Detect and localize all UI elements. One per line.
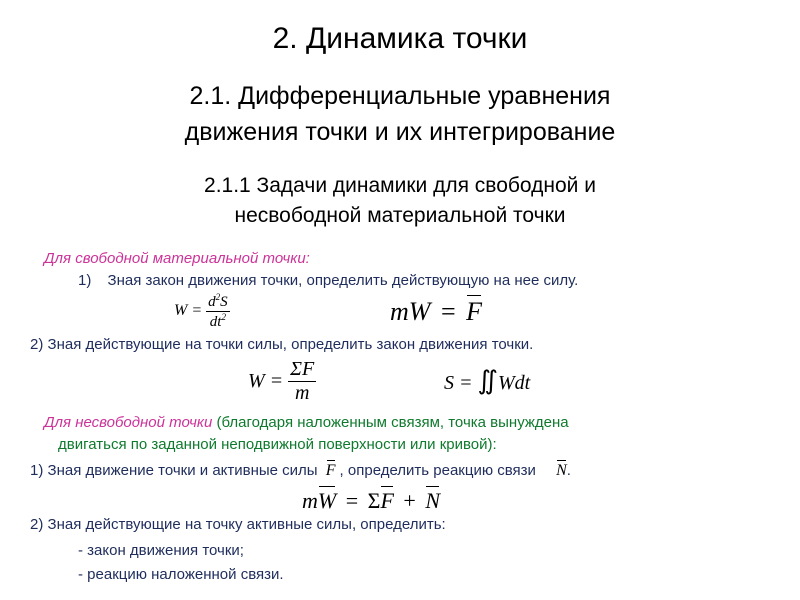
formula-newton-f: F xyxy=(466,297,482,326)
formula-acceleration: W = $\frac{d^2S}{dt^2}$ xyxy=(174,292,228,330)
free-point-heading: Для свободной материальной точки: xyxy=(44,250,310,267)
free-task1-number: 1) xyxy=(78,272,92,289)
free-task1-text: Зная закон движения точки, определить действующую на нее силу. xyxy=(107,272,579,289)
section-heading-line1: 2.1. Дифференциальные уравнения xyxy=(189,82,611,110)
formula-s-integral: S = ∬Wdt xyxy=(444,366,531,395)
nonfree-heading xyxy=(44,414,569,431)
formula-constrained: mW = ΣF + N xyxy=(302,488,441,513)
nonfree-task1-text-b: , определить реакцию связи xyxy=(339,462,536,479)
formula-newton: mW = F xyxy=(390,297,482,326)
nonfree-item1: - закон движения точки; xyxy=(78,542,244,559)
page-title: 2. Динамика точки xyxy=(272,22,528,55)
nonfree-task1-text-a: 1) Зная движение точки и активные силы xyxy=(30,462,318,479)
formula-newton-mw: mW xyxy=(390,297,431,326)
nonfree-explanation-a: (благодаря наложенным связям, точка вынуждена xyxy=(212,414,569,431)
formula-acceleration-lhs: W = xyxy=(174,302,203,320)
subsection-heading-line2: несвободной материальной точки xyxy=(234,204,566,227)
nonfree-task2: 2) Зная действующие на точку активные силы, определить: xyxy=(30,516,446,533)
nonfree-heading-title: Для несвободной точки xyxy=(44,414,213,431)
nonfree-task1: 1) Зная движение точки и активные силы F , определить реакцию связи N. xyxy=(30,462,571,479)
free-task1 xyxy=(78,272,578,289)
subsection-heading-line1: 2.1.1 Задачи динамики для свободной и xyxy=(204,174,596,197)
nonfree-explanation-b: двигаться по заданной неподвижной поверхности или кривой): xyxy=(58,436,497,453)
free-task2: 2) Зная действующие на точки силы, определить закон движения точки. xyxy=(30,336,534,353)
nonfree-item2: - реакцию наложенной связи. xyxy=(78,566,284,583)
reaction-vector-n: N xyxy=(556,462,567,479)
section-heading-line2: движения точки и их интегрирование xyxy=(184,118,616,146)
force-vector-f: F xyxy=(325,462,336,479)
formula-w-sum: W = $\frac{\Sigma F}{m}$ xyxy=(248,358,315,404)
